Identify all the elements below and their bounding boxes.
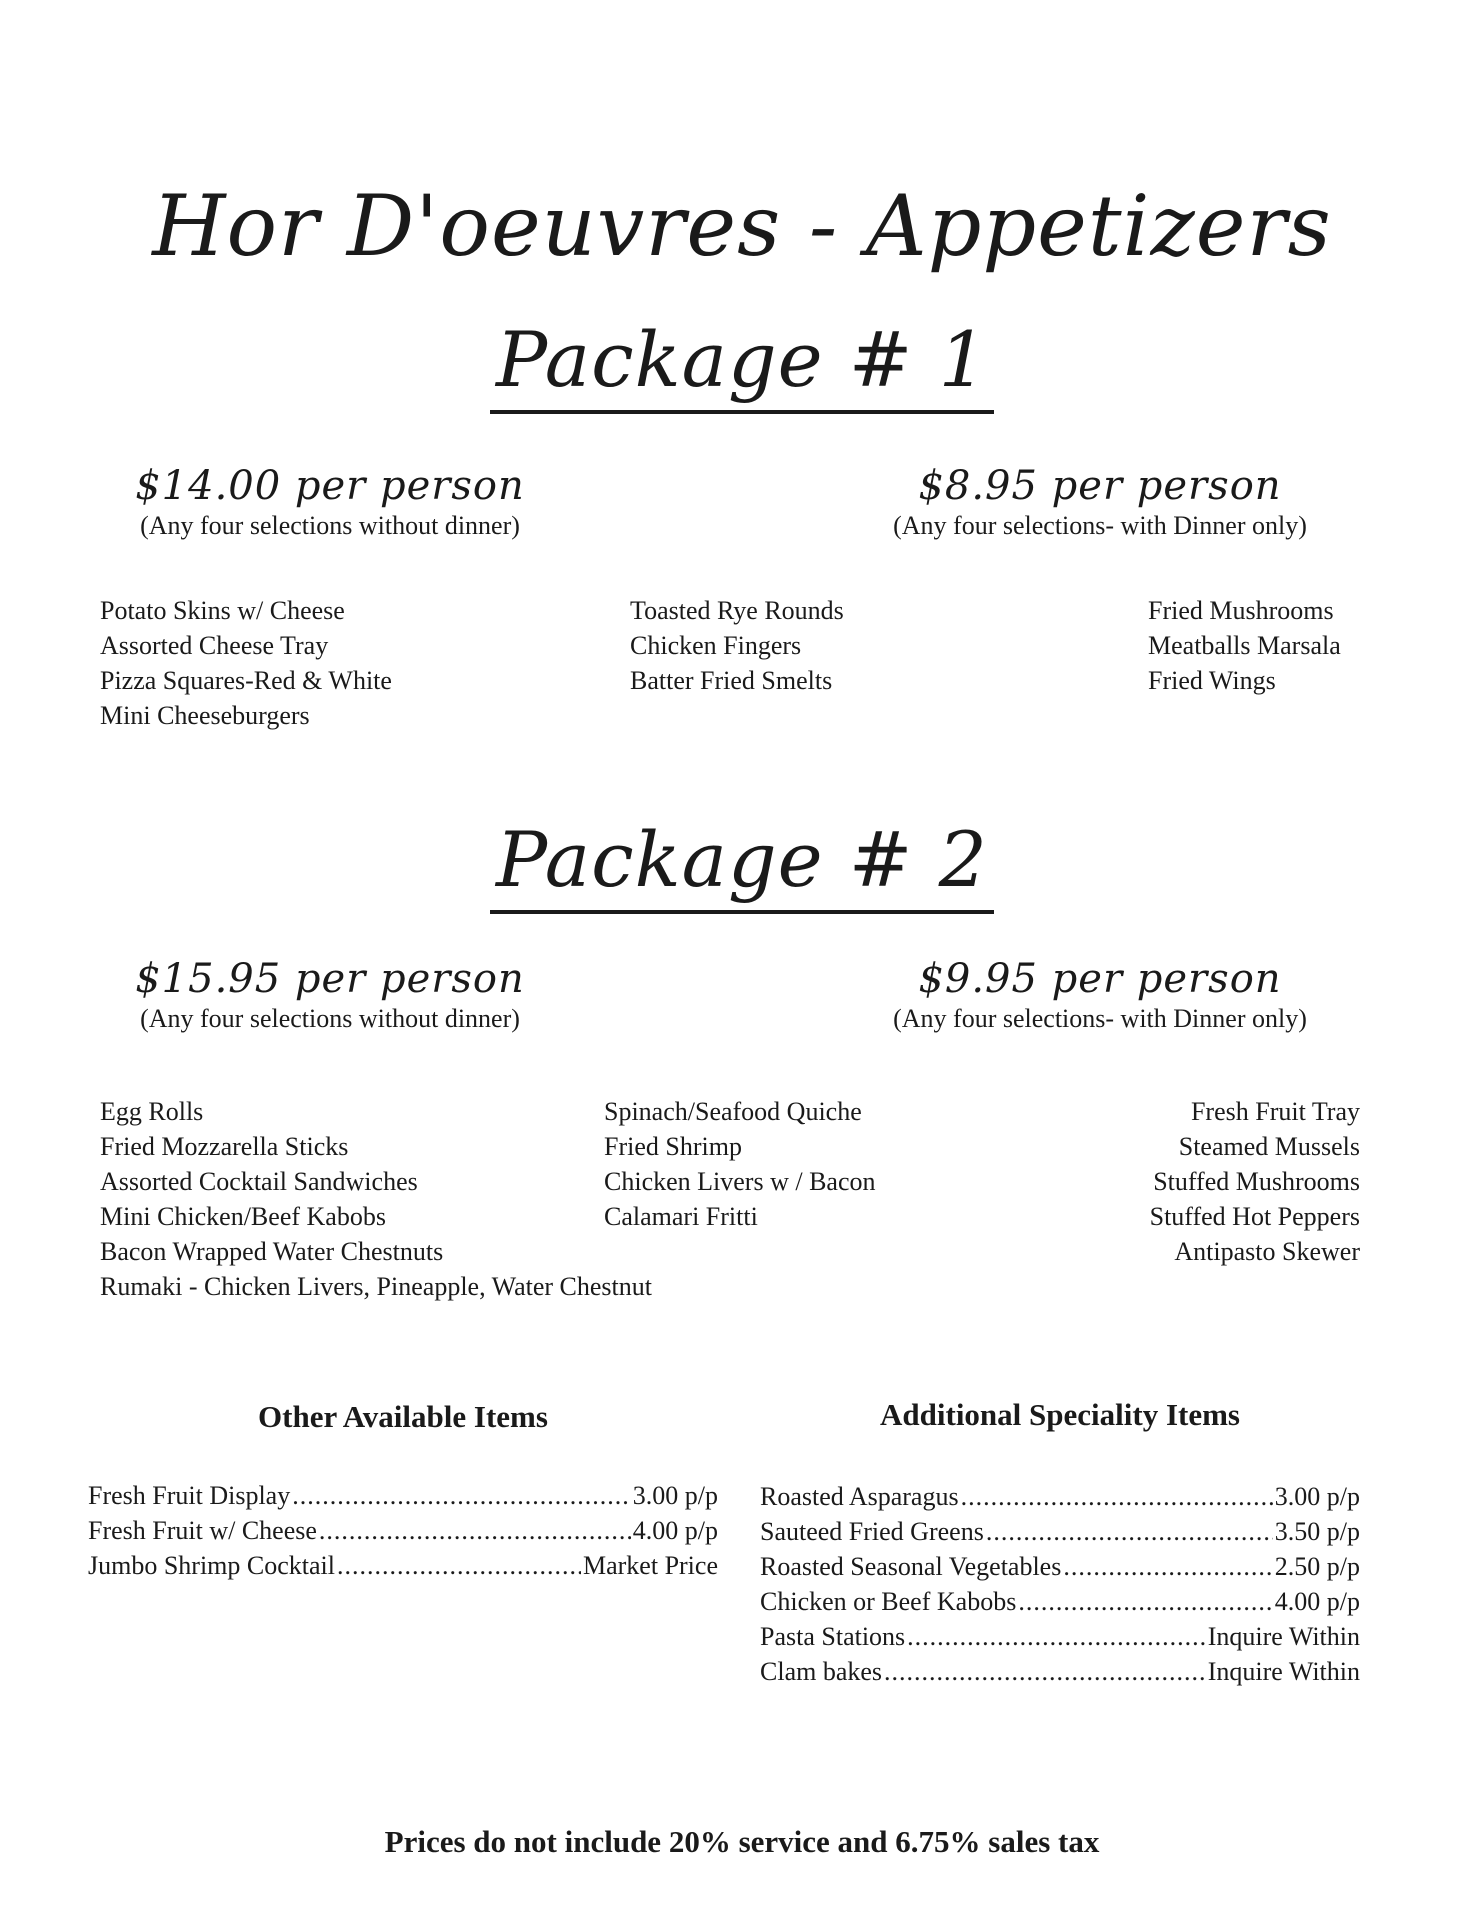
- item-name: Clam bakes: [760, 1657, 883, 1686]
- speciality-item-row: [760, 1514, 1360, 1549]
- package-2-heading-text: Package # 2: [490, 812, 994, 914]
- page-title: Hor D'oeuvres - Appetizers: [152, 177, 1332, 276]
- speciality-item-row: [760, 1584, 1360, 1619]
- menu-item: Spinach/Seafood Quiche: [604, 1097, 862, 1126]
- item-price: 2.50 p/p: [1274, 1552, 1360, 1581]
- item-name: Fresh Fruit w/ Cheese: [88, 1516, 317, 1545]
- item-name: Chicken or Beef Kabobs: [760, 1587, 1017, 1616]
- leader-dots: [884, 1654, 1206, 1689]
- package-1-heading-text: Package # 1: [490, 312, 994, 414]
- package-2-price-without-dinner: [90, 955, 570, 1035]
- speciality-item-row: [760, 1479, 1360, 1514]
- item-price: 3.00 p/p: [632, 1481, 718, 1510]
- menu-item: Potato Skins w/ Cheese: [100, 596, 345, 625]
- item-price: 3.50 p/p: [1274, 1517, 1360, 1546]
- package-2-price-with-dinner: [860, 955, 1340, 1035]
- speciality-item-row: [760, 1654, 1360, 1689]
- item-price: 4.00 p/p: [632, 1516, 718, 1545]
- package-1-column-3: [1148, 593, 1341, 698]
- item-price: Inquire Within: [1207, 1657, 1360, 1686]
- leader-dots: [337, 1548, 581, 1583]
- speciality-items-title: Additional Speciality Items: [880, 1397, 1240, 1432]
- menu-item: Batter Fried Smelts: [630, 666, 833, 695]
- menu-item: Fresh Fruit Tray: [1190, 1097, 1360, 1126]
- menu-item: Rumaki - Chicken Livers, Pineapple, Water Chestnut: [100, 1272, 652, 1301]
- price-amount: $9.95 per person: [918, 956, 1282, 1002]
- item-name: Roasted Asparagus: [760, 1482, 959, 1511]
- price-amount: $8.95 per person: [918, 463, 1282, 509]
- leader-dots: [907, 1619, 1206, 1654]
- package-1-price-without-dinner: [90, 462, 570, 542]
- menu-item: Antipasto Skewer: [1174, 1237, 1360, 1266]
- menu-item: Mini Cheeseburgers: [100, 701, 310, 730]
- package-1-price-with-dinner: [860, 462, 1340, 542]
- speciality-item-row: [760, 1619, 1360, 1654]
- menu-item: Fried Mushrooms: [1148, 596, 1334, 625]
- package-2-column-1: [100, 1094, 652, 1304]
- menu-item: Chicken Fingers: [630, 631, 802, 660]
- menu-item: Stuffed Mushrooms: [1153, 1167, 1360, 1196]
- menu-item: Toasted Rye Rounds: [630, 596, 844, 625]
- other-items-title: Other Available Items: [258, 1399, 548, 1434]
- menu-item: Meatballs Marsala: [1148, 631, 1341, 660]
- menu-item: Fried Shrimp: [604, 1132, 742, 1161]
- item-name: Roasted Seasonal Vegetables: [760, 1552, 1062, 1581]
- leader-dots: [292, 1478, 631, 1513]
- other-items-list: [88, 1478, 718, 1583]
- package-1-column-2: [630, 593, 844, 698]
- other-item-row: [88, 1513, 718, 1548]
- leader-dots: [986, 1514, 1273, 1549]
- menu-item: Assorted Cocktail Sandwiches: [100, 1167, 418, 1196]
- leader-dots: [961, 1479, 1273, 1514]
- pricing-disclaimer: Prices do not include 20% service and 6.75% sales tax: [384, 1824, 1100, 1859]
- leader-dots: [319, 1513, 631, 1548]
- menu-item: Assorted Cheese Tray: [100, 631, 329, 660]
- menu-item: Calamari Fritti: [604, 1202, 758, 1231]
- price-note: (Any four selections without dinner): [140, 1004, 520, 1033]
- menu-item: Mini Chicken/Beef Kabobs: [100, 1202, 386, 1231]
- price-note: (Any four selections- with Dinner only): [893, 511, 1307, 540]
- price-amount: $14.00 per person: [135, 463, 525, 509]
- item-name: Sauteed Fried Greens: [760, 1517, 984, 1546]
- item-name: Pasta Stations: [760, 1622, 906, 1651]
- leader-dots: [1063, 1549, 1272, 1584]
- leader-dots: [1018, 1584, 1272, 1619]
- item-price: Market Price: [582, 1551, 718, 1580]
- menu-item: Egg Rolls: [100, 1097, 204, 1126]
- item-name: Fresh Fruit Display: [88, 1481, 291, 1510]
- item-price: 4.00 p/p: [1274, 1587, 1360, 1616]
- menu-item: Bacon Wrapped Water Chestnuts: [100, 1237, 444, 1266]
- speciality-item-row: [760, 1549, 1360, 1584]
- item-price: Inquire Within: [1207, 1622, 1360, 1651]
- package-1-heading: [0, 312, 1484, 414]
- price-note: (Any four selections- with Dinner only): [893, 1004, 1307, 1033]
- other-item-row: [88, 1548, 718, 1583]
- menu-item: Chicken Livers w / Bacon: [604, 1167, 876, 1196]
- price-note: (Any four selections without dinner): [140, 511, 520, 540]
- package-2-column-3: [1080, 1094, 1360, 1269]
- menu-item: Pizza Squares-Red & White: [100, 666, 392, 695]
- item-price: 3.00 p/p: [1274, 1482, 1360, 1511]
- menu-item: Steamed Mussels: [1178, 1132, 1360, 1161]
- speciality-items-list: [760, 1479, 1360, 1689]
- price-amount: $15.95 per person: [135, 956, 525, 1002]
- package-1-column-1: [100, 593, 392, 733]
- package-2-column-2: [604, 1094, 876, 1234]
- item-name: Jumbo Shrimp Cocktail: [88, 1551, 335, 1580]
- other-item-row: [88, 1478, 718, 1513]
- menu-item: Fried Mozzarella Sticks: [100, 1132, 349, 1161]
- package-2-heading: [0, 812, 1484, 914]
- menu-item: Stuffed Hot Peppers: [1149, 1202, 1360, 1231]
- menu-item: Fried Wings: [1148, 666, 1276, 695]
